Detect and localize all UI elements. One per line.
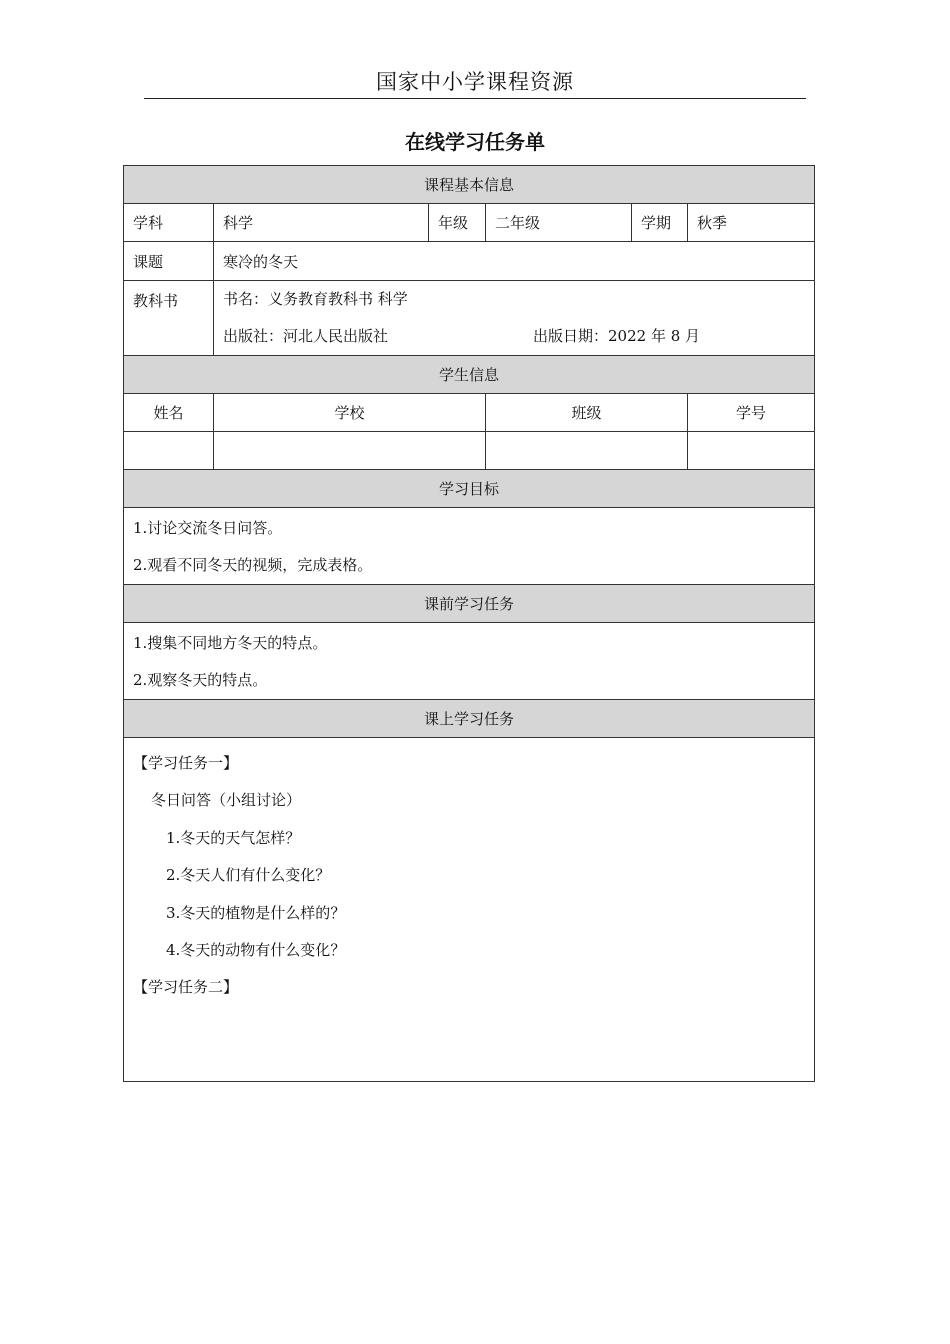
student-name-field[interactable] xyxy=(124,432,214,470)
task-sheet-table xyxy=(123,165,815,1082)
student-class-header: 班级 xyxy=(486,394,688,432)
task1-question: 2.冬天人们有什么变化？ xyxy=(166,866,331,885)
task1-subtitle: 冬日问答（小组讨论） xyxy=(151,791,302,810)
student-id-header: 学号 xyxy=(688,394,815,432)
pre-class-item: 2.观察冬天的特点。 xyxy=(133,671,268,689)
textbook-row xyxy=(124,281,815,356)
goal-item: 1.讨论交流冬日问答。 xyxy=(133,519,283,537)
pre-class-list xyxy=(124,623,815,700)
goals-header-row xyxy=(124,470,815,508)
student-school-field[interactable] xyxy=(214,432,486,470)
textbook-details xyxy=(214,281,815,356)
topic-label: 课题 xyxy=(124,242,214,281)
student-info-header-row xyxy=(124,356,815,394)
student-class-field[interactable] xyxy=(486,432,688,470)
task1-title: 【学习任务一】 xyxy=(133,754,239,772)
textbook-publication-row xyxy=(223,318,805,355)
task1-question: 3.冬天的植物是什么样的？ xyxy=(166,903,346,922)
in-class-header-row xyxy=(124,700,815,738)
page-header-title: 国家中小学课程资源 xyxy=(376,70,574,94)
grade-value: 二年级 xyxy=(486,204,632,242)
goals-content-row xyxy=(124,508,815,585)
topic-value: 寒冷的冬天 xyxy=(214,242,815,281)
goal-item: 2.观看不同冬天的视频，完成表格。 xyxy=(133,556,373,574)
student-school-header: 学校 xyxy=(214,394,486,432)
pre-class-section-title: 课前学习任务 xyxy=(124,585,815,623)
pre-class-item: 1.搜集不同地方冬天的特点。 xyxy=(133,634,328,652)
course-info-header-row xyxy=(124,166,815,204)
in-class-content-row xyxy=(124,738,815,1082)
document-title: 在线学习任务单 xyxy=(405,130,545,154)
goals-section-title: 学习目标 xyxy=(124,470,815,508)
textbook-name: 书名：义务教育教科书 科学 xyxy=(223,290,408,308)
student-columns-row xyxy=(124,394,815,432)
textbook-label: 教科书 xyxy=(124,281,214,356)
subject-label: 学科 xyxy=(124,204,214,242)
term-label: 学期 xyxy=(632,204,688,242)
topic-row xyxy=(124,242,815,281)
term-value: 秋季 xyxy=(688,204,815,242)
course-info-section-title: 课程基本信息 xyxy=(124,166,815,204)
subject-value: 科学 xyxy=(214,204,429,242)
task1-question: 1.冬天的天气怎样？ xyxy=(166,828,301,847)
in-class-tasks xyxy=(124,738,815,1082)
task2-title: 【学习任务二】 xyxy=(133,978,239,997)
textbook-publish-date: 出版日期：2022 年 8 月 xyxy=(533,327,701,345)
subject-row xyxy=(124,204,815,242)
goals-list xyxy=(124,508,815,585)
pre-class-header-row xyxy=(124,585,815,623)
student-info-section-title: 学生信息 xyxy=(124,356,815,394)
pre-class-content-row xyxy=(124,623,815,700)
in-class-section-title: 课上学习任务 xyxy=(124,700,815,738)
task1-question: 4.冬天的动物有什么变化？ xyxy=(166,940,346,959)
student-entry-row xyxy=(124,432,815,470)
student-id-field[interactable] xyxy=(688,432,815,470)
textbook-publisher: 出版社：河北人民出版社 xyxy=(223,327,389,345)
grade-label: 年级 xyxy=(429,204,486,242)
header-divider xyxy=(144,98,806,99)
student-name-header: 姓名 xyxy=(124,394,214,432)
